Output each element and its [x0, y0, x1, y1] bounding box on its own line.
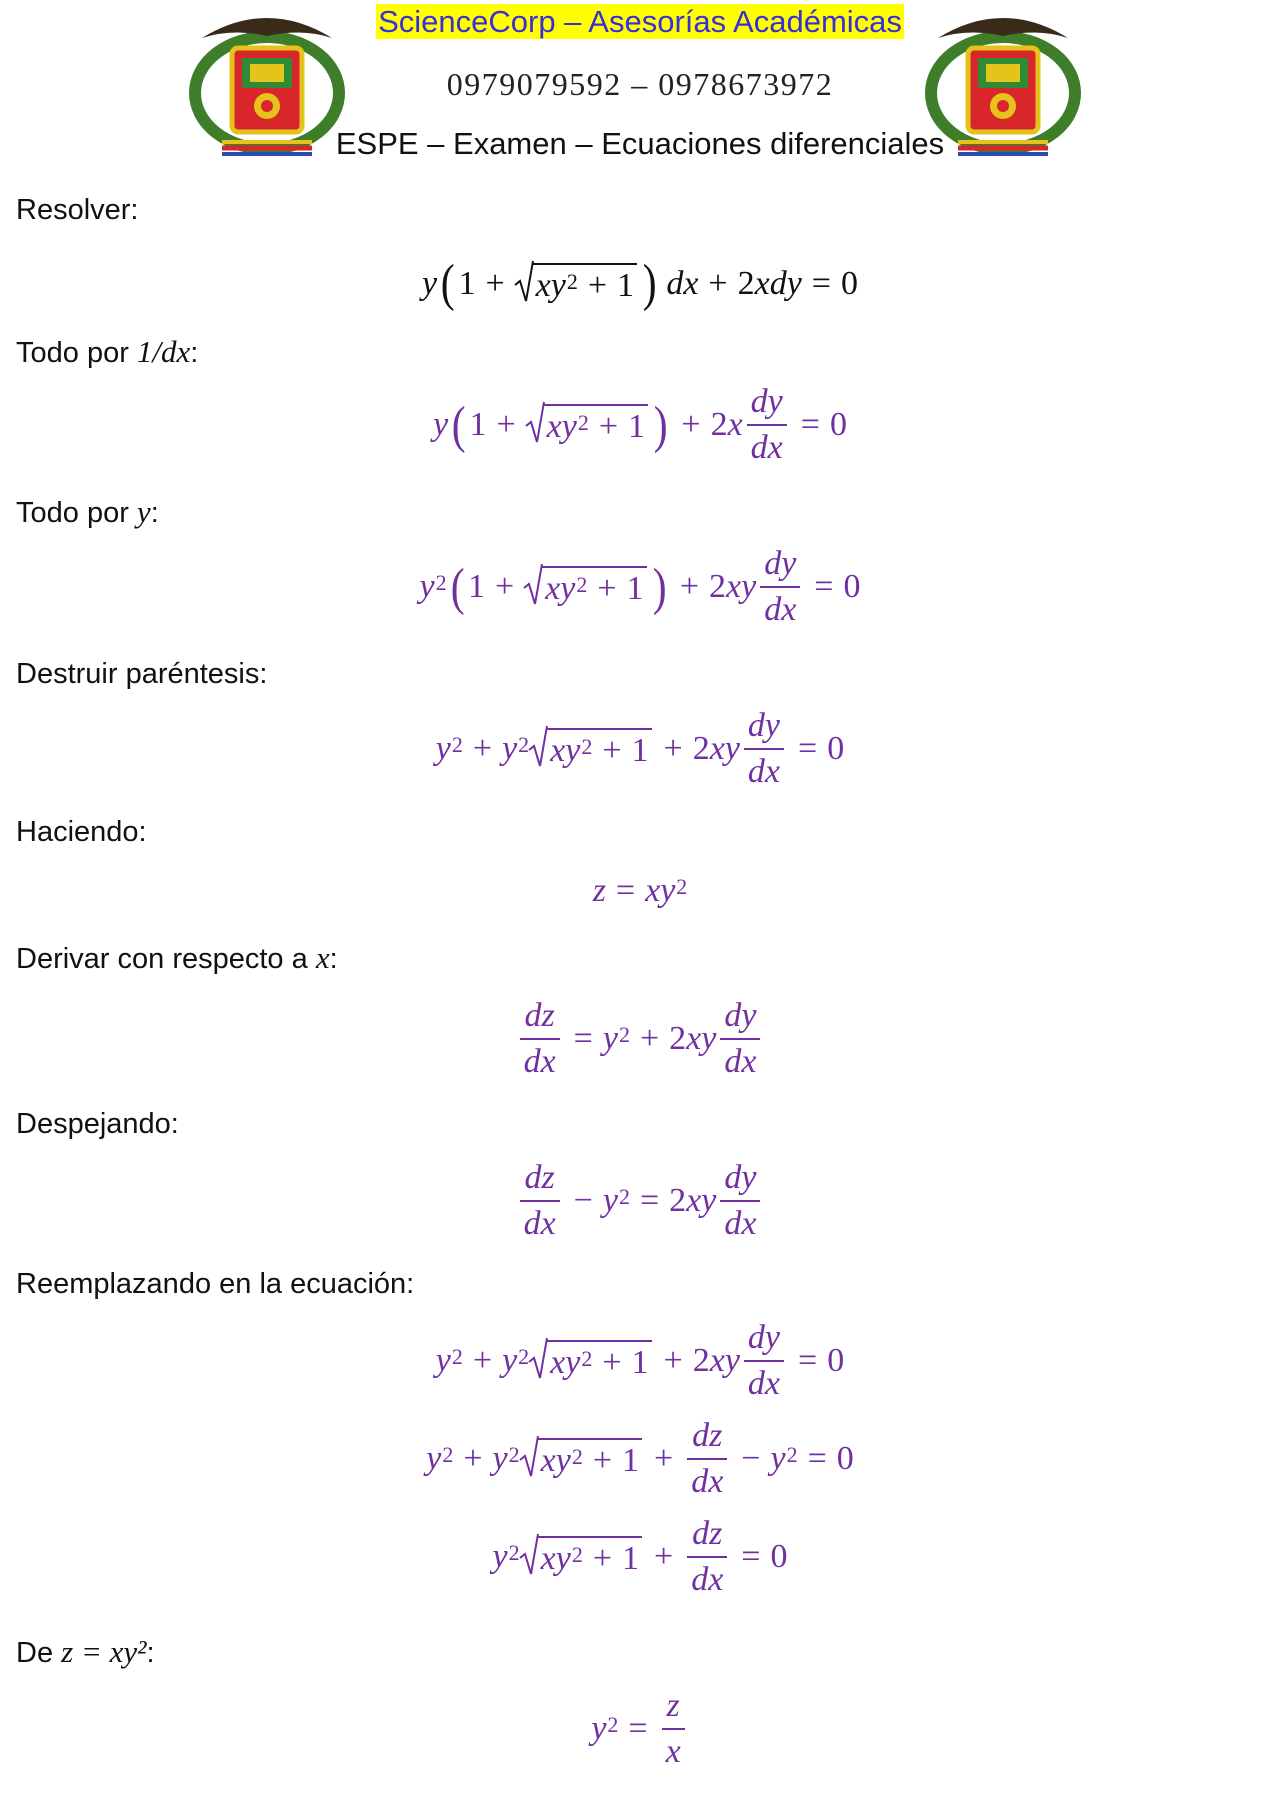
- equation-y-squared: y $^2$ = $\frac{z}{x}$: [0, 1686, 1280, 1772]
- document-header: [0, 0, 1280, 170]
- equation-replace-2: y $^2$ + y $^2$ xy $^2$ + 1 + $\frac{dz}{dx}$ − y $^2$ = 0: [426, 1417, 854, 1500]
- equation-step-3: y $^2$ + y $^2$ xy $^2$ + 1 + 2 xy $\frac{dy}{dx}$ = 0: [435, 707, 845, 790]
- phone-numbers: 0979079592 – 0978673972: [446, 66, 834, 102]
- label-haciendo: Haciendo:: [16, 816, 147, 848]
- label-despejando: Despejando:: [16, 1108, 179, 1140]
- label-de-z: De z = xy²:: [16, 1634, 155, 1669]
- equation-step-2: y $^2$ ( 1 + xy $^2$ + 1 ) + 2 xy $\frac{dy}{dx}$ = 0: [419, 545, 861, 628]
- label-reemplazando: Reemplazando en la ecuación:: [16, 1268, 415, 1300]
- equation-replace-1: y $^2$ + y $^2$ xy $^2$ + 1 + 2 xy $\frac{dy}{dx}$ = 0: [435, 1319, 845, 1402]
- label-todo-por-dx: Todo por 1/dx:: [16, 334, 199, 369]
- equation-replace-3: y $^2$ xy $^2$ + 1 + $\frac{dz}{dx}$ = 0: [492, 1515, 788, 1598]
- label-destruir: Destruir paréntesis:: [16, 658, 268, 690]
- brand-line: [0, 2, 1280, 42]
- label-todo-por-y: Todo por y:: [16, 494, 159, 529]
- equation-isolate: $\frac{dz}{dx}$ − y $^2$ = 2 xy $\frac{dy}{dx}$: [0, 1158, 1280, 1244]
- equation-substitution: z = xy $^2$: [592, 872, 688, 909]
- equation-original: y ( 1 + xy $^2$ + 1 ) dx + 2 xdy = 0: [422, 255, 858, 312]
- label-derivar: Derivar con respecto a x:: [16, 940, 338, 975]
- equation-step-1: y ( 1 + xy $^2$ + 1 ) + 2 x $\frac{dy}{dx}$ = 0: [433, 383, 847, 466]
- label-resolver: Resolver:: [16, 194, 139, 226]
- exam-title: ESPE – Examen – Ecuaciones diferenciales: [335, 126, 945, 161]
- brand-name: ScienceCorp – Asesorías Académicas: [378, 4, 902, 39]
- equation-derivative: $\frac{dz}{dx}$ = y $^2$ + 2 xy $\frac{dy}{dx}$: [0, 996, 1280, 1082]
